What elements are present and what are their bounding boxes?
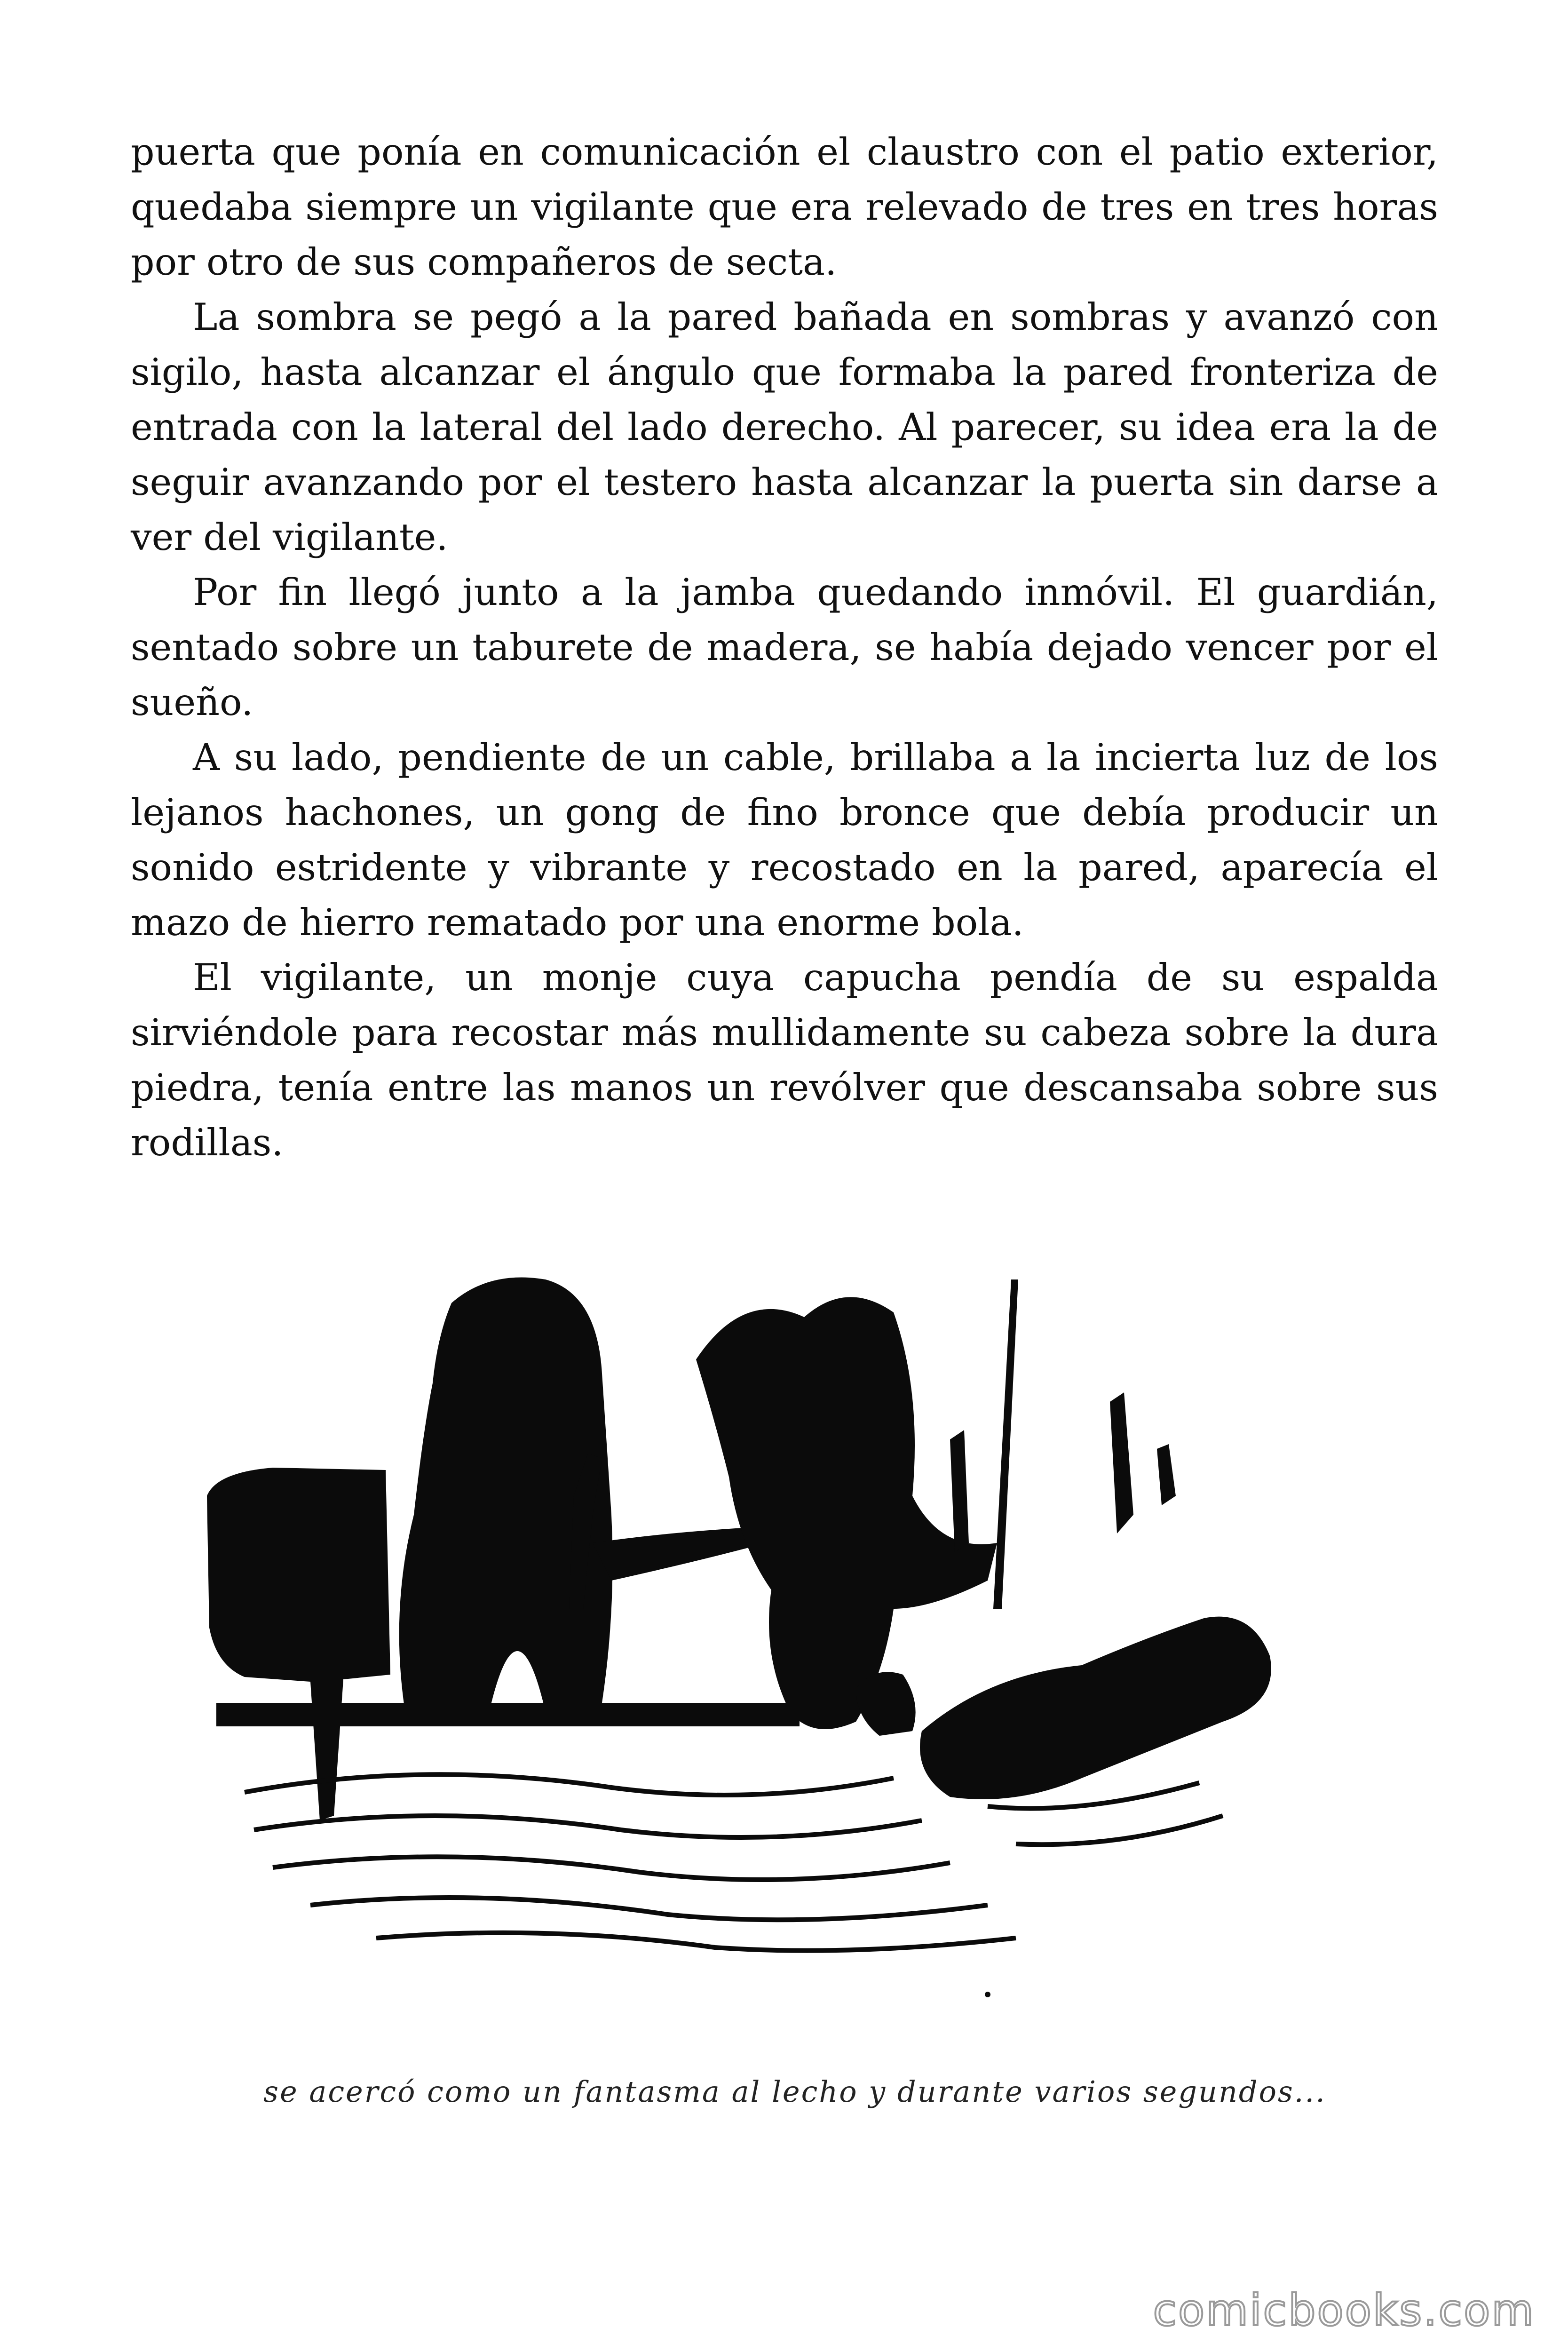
table-shape [207,1468,390,1820]
sheet-hatching [245,1774,1223,1950]
wall-shadow [696,1297,997,1729]
paragraph: El vigilante, un monje cuya capucha pendía de su espalda sirviéndole para recostar más mullidamente su cabeza sobre la dura piedra, tenía entre las manos un revólver que descansaba sobre sus rodillas. [131,956,1438,1164]
paragraph: Por fin llegó junto a la jamba quedando inmóvil. El guardián, sentado sobre un taburete de madera, se había dejado vencer por el sueño. [131,571,1438,724]
raised-hand [856,1672,916,1736]
sleeping-figure [920,1617,1271,1799]
watermark: comicbooks.com [1153,2285,1535,2336]
ink-illustration [188,1251,1373,2004]
wall-marks [950,1392,1176,1552]
ink-speck [985,1992,990,1997]
staff [993,1279,1018,1609]
paragraph: puerta que ponía en comunicación el claustro con el patio exterior, quedaba siempre un vigilante que era relevado de tres en tres horas por otro de sus compañeros de secta. [131,130,1438,284]
body-text [131,125,1438,1170]
illustration-caption: se acercó como un fantasma al lecho y durante varios segundos... [263,2074,1326,2109]
outstretched-arm [593,1526,767,1581]
paragraph: La sombra se pegó a la pared bañada en sombras y avanzó con sigilo, hasta alcanzar el ángulo que formaba la pared fronteriza de entrada con la lateral del lado derecho. Al parecer, su idea era la de seguir avanzando por el testero hasta alcanzar la puerta sin darse a ver del vigilante. [131,295,1438,559]
paragraph: A su lado, pendiente de un cable, brillaba a la incierta luz de los lejanos hachones, un gong de fino bronce que debía producir un sonido estridente y vibrante y recostado en la pared, aparecía el mazo de hierro rematado por una enorme bola. [131,736,1438,944]
bed-frame [216,1703,800,1726]
